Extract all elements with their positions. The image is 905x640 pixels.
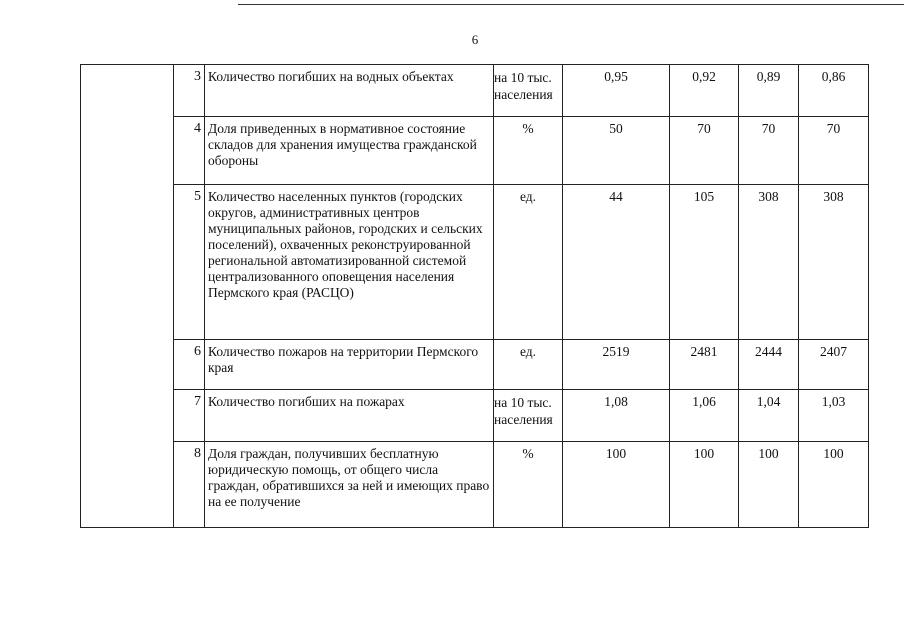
value-cell: 2407	[799, 340, 869, 390]
indicators-table	[80, 64, 869, 528]
unit-cell: %	[494, 117, 563, 185]
unit-cell: на 10 тыс. населения	[494, 390, 563, 442]
table-row	[81, 340, 869, 390]
indicator-name: Доля граждан, получивших бесплатную юридическую помощь, от общего числа граждан, обратившихся за ней и имеющих право на ее получение	[205, 442, 494, 528]
unit-cell: ед.	[494, 340, 563, 390]
top-rule	[238, 4, 904, 5]
table-row	[81, 117, 869, 185]
table-row	[81, 390, 869, 442]
value-cell: 0,95	[563, 65, 670, 117]
row-number: 8	[174, 442, 205, 528]
table-row	[81, 65, 869, 117]
row-number: 5	[174, 185, 205, 340]
value-cell: 1,04	[739, 390, 799, 442]
value-cell: 0,86	[799, 65, 869, 117]
value-cell: 100	[799, 442, 869, 528]
page-number: 6	[471, 32, 479, 47]
indicator-name: Доля приведенных в нормативное состояние складов для хранения имущества гражданской обороны	[205, 117, 494, 185]
value-cell: 0,89	[739, 65, 799, 117]
table-row	[81, 185, 869, 340]
indicator-name: Количество погибших на водных объектах	[205, 65, 494, 117]
value-cell: 1,06	[670, 390, 739, 442]
value-cell: 70	[799, 117, 869, 185]
row-number: 6	[174, 340, 205, 390]
value-cell: 105	[670, 185, 739, 340]
value-cell: 308	[799, 185, 869, 340]
value-cell: 2519	[563, 340, 670, 390]
unit-cell: %	[494, 442, 563, 528]
indicator-name: Количество погибших на пожарах	[205, 390, 494, 442]
row-number: 7	[174, 390, 205, 442]
unit-cell: на 10 тыс. населения	[494, 65, 563, 117]
row-number: 3	[174, 65, 205, 117]
indicator-name: Количество населенных пунктов (городских округов, административных центров муниципальных районов, городских и сельских поселений), охваченных реконструированной региональной автоматизированной системой централизованного оповещения населения Пермского края (РАСЦО)	[205, 185, 494, 340]
value-cell: 50	[563, 117, 670, 185]
value-cell: 2481	[670, 340, 739, 390]
value-cell: 70	[739, 117, 799, 185]
table-row	[81, 442, 869, 528]
value-cell: 2444	[739, 340, 799, 390]
value-cell: 100	[739, 442, 799, 528]
value-cell: 1,03	[799, 390, 869, 442]
indicator-name: Количество пожаров на территории Пермского края	[205, 340, 494, 390]
unit-cell: ед.	[494, 185, 563, 340]
value-cell: 1,08	[563, 390, 670, 442]
value-cell: 100	[563, 442, 670, 528]
value-cell: 100	[670, 442, 739, 528]
value-cell: 0,92	[670, 65, 739, 117]
value-cell: 44	[563, 185, 670, 340]
blank-merged-cell	[81, 65, 174, 528]
row-number: 4	[174, 117, 205, 185]
value-cell: 308	[739, 185, 799, 340]
value-cell: 70	[670, 117, 739, 185]
